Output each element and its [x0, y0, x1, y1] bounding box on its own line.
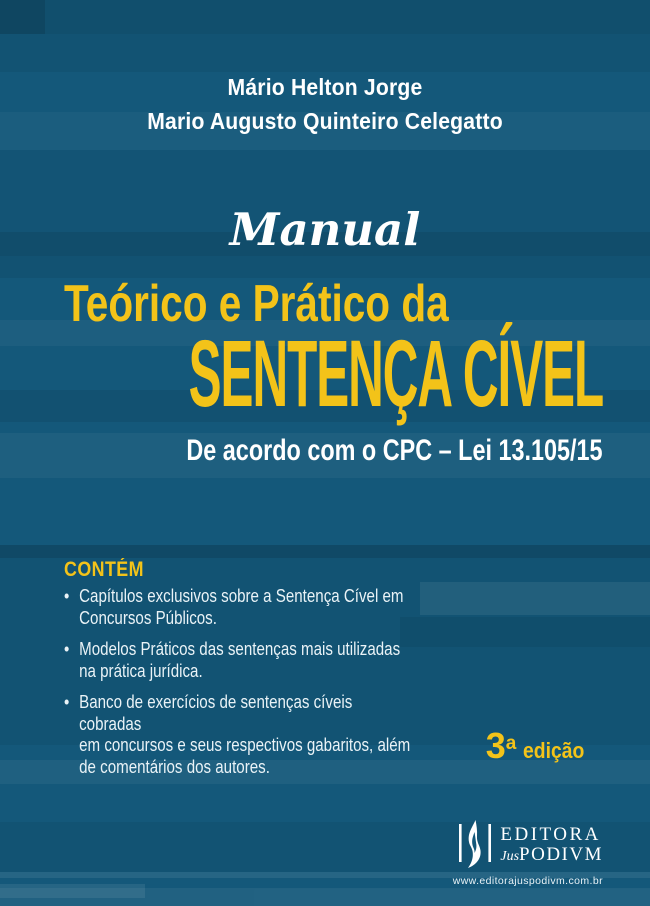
bullet-line: na prática jurídica.	[79, 660, 203, 681]
publisher-logo	[453, 820, 603, 870]
bullet-line: de comentários dos autores.	[79, 756, 270, 777]
authors-block	[26, 70, 624, 138]
background-stripe	[0, 888, 650, 906]
bullet-line: • Capítulos exclusivos sobre a Sentença Cível em	[79, 586, 404, 606]
bullet-item	[64, 586, 417, 629]
background-stripe	[0, 545, 650, 558]
subtitle: De acordo com o CPC – Lei 13.105/15	[186, 434, 603, 467]
title-line-1: Teórico e Prático da	[64, 275, 449, 333]
contains-bullet-list	[64, 586, 417, 788]
bullet-item	[64, 639, 417, 682]
publisher-block	[453, 820, 603, 887]
background-stripe	[0, 884, 145, 898]
publisher-name-jus: Jus	[500, 848, 520, 864]
bullet-item	[64, 692, 417, 778]
author-name: Mario Augusto Quinteiro Celegatto	[147, 108, 503, 134]
edition-number: 3	[485, 725, 506, 766]
edition-badge	[485, 725, 593, 766]
background-stripe	[0, 34, 650, 72]
publisher-name-podivm: PODIVM	[519, 843, 603, 865]
background-stripe	[0, 0, 650, 34]
bullet-line: em concursos e seus respectivos gabaritos, além	[79, 735, 411, 755]
bullet-line: • Modelos Práticos das sentenças mais utilizadas	[79, 639, 401, 659]
publisher-name	[500, 825, 603, 866]
background-stripe	[420, 582, 650, 615]
edition-ordinal: a	[505, 733, 517, 754]
publisher-flame-icon	[459, 820, 491, 870]
edition-word: edição	[523, 738, 585, 763]
contains-heading: CONTÉM	[64, 558, 144, 581]
background-stripe	[0, 0, 45, 34]
bullet-line: • Banco de exercícios de sentenças cíveis cobradas	[79, 692, 353, 734]
background-stripe	[400, 617, 650, 647]
publisher-name-top: EDITORA	[500, 823, 601, 845]
title-script-word: Manual	[229, 203, 421, 256]
publisher-name-bottom	[500, 845, 603, 866]
title-line-2: SENTENÇA CÍVEL	[188, 321, 603, 427]
author-name: Mário Helton Jorge	[227, 74, 423, 100]
publisher-website: www.editorajuspodivm.com.br	[452, 875, 603, 887]
bullet-line: Concursos Públicos.	[79, 607, 217, 628]
